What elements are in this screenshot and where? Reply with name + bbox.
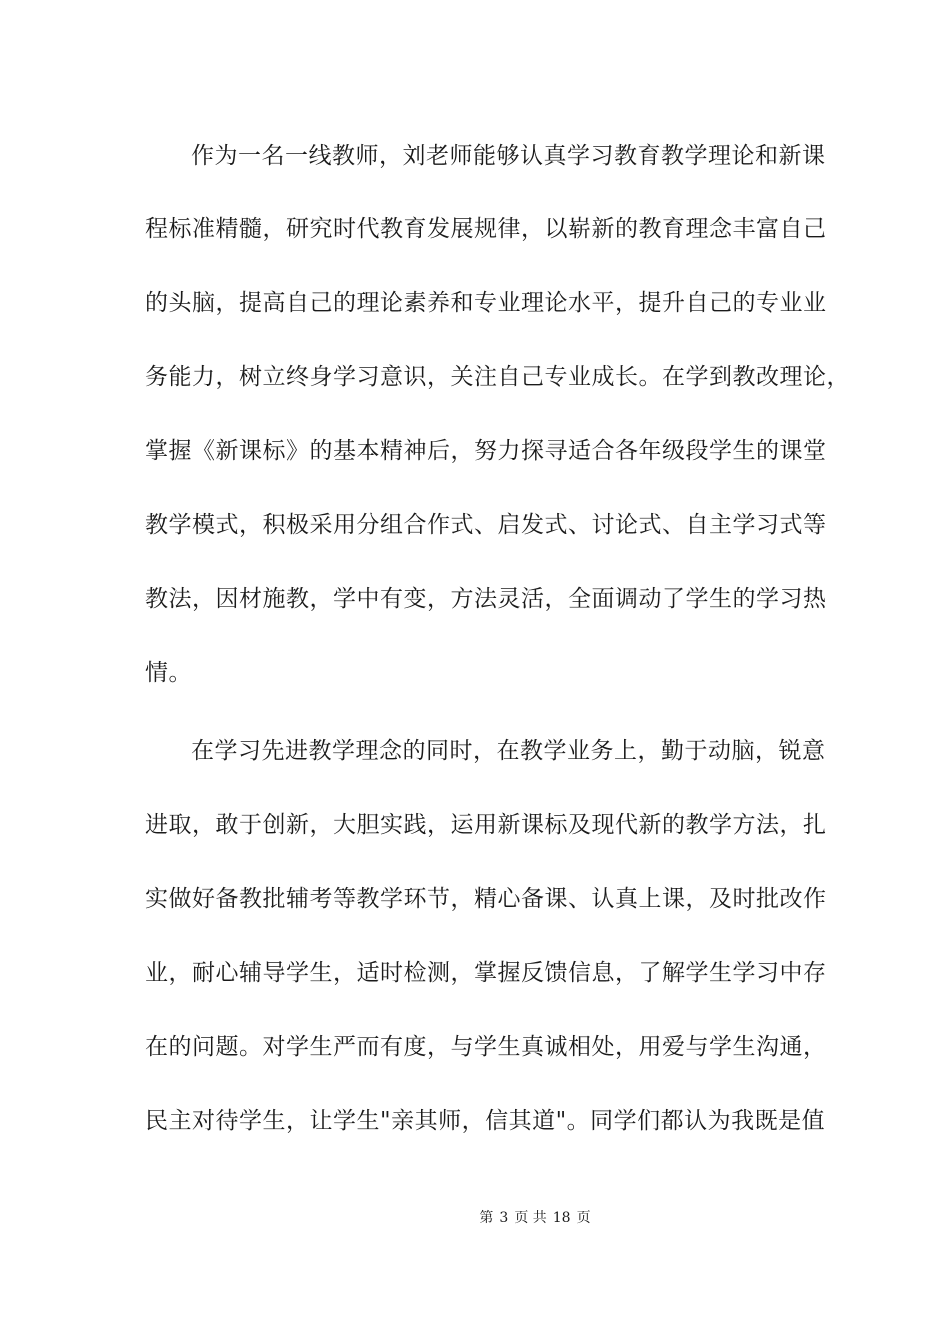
paragraph-1-line-5: 掌握《新课标》的基本精神后，努力探寻适合各年级段学生的课堂 bbox=[145, 438, 827, 464]
paragraph-1-line-2: 程标准精髓，研究时代教育发展规律，以崭新的教育理念丰富自己 bbox=[145, 216, 827, 242]
paragraph-2-line-3: 实做好备教批辅考等教学环节，精心备课、认真上课，及时批改作 bbox=[145, 886, 827, 912]
paragraph-1-line-7: 教法，因材施教，学中有变，方法灵活，全面调动了学生的学习热 bbox=[145, 586, 827, 612]
paragraph-2-line-5: 在的问题。对学生严而有度，与学生真诚相处，用爱与学生沟通， bbox=[145, 1034, 827, 1060]
current-page-number: 3 bbox=[499, 1210, 509, 1226]
page-label-prefix: 第 bbox=[479, 1210, 494, 1226]
paragraph-2-line-2: 进取，敢于创新，大胆实践，运用新课标及现代新的教学方法，扎 bbox=[145, 812, 827, 838]
paragraph-1-line-8: 情。 bbox=[145, 660, 192, 686]
paragraph-1-line-3: 的头脑，提高自己的理论素养和专业理论水平，提升自己的专业业 bbox=[145, 290, 827, 316]
total-pages-number: 18 bbox=[552, 1210, 571, 1226]
paragraph-2-line-4: 业，耐心辅导学生，适时检测，掌握反馈信息，了解学生学习中存 bbox=[145, 960, 827, 986]
paragraph-1-line-6: 教学模式，积极采用分组合作式、启发式、讨论式、自主学习式等 bbox=[145, 512, 827, 538]
paragraph-2-line-6: 民主对待学生，让学生"亲其师，信其道"。同学们都认为我既是值 bbox=[145, 1108, 826, 1134]
paragraph-1-line-1: 作为一名一线教师，刘老师能够认真学习教育教学理论和新课 bbox=[191, 143, 826, 169]
paragraph-1-line-4: 务能力，树立终身学习意识，关注自己专业成长。在学到教改理论， bbox=[145, 364, 850, 390]
page-label-mid: 页 共 bbox=[514, 1210, 547, 1226]
page-label-suffix: 页 bbox=[576, 1210, 591, 1226]
paragraph-2-line-1: 在学习先进教学理念的同时，在教学业务上，勤于动脑，锐意 bbox=[191, 738, 826, 764]
page-footer bbox=[0, 1208, 950, 1228]
